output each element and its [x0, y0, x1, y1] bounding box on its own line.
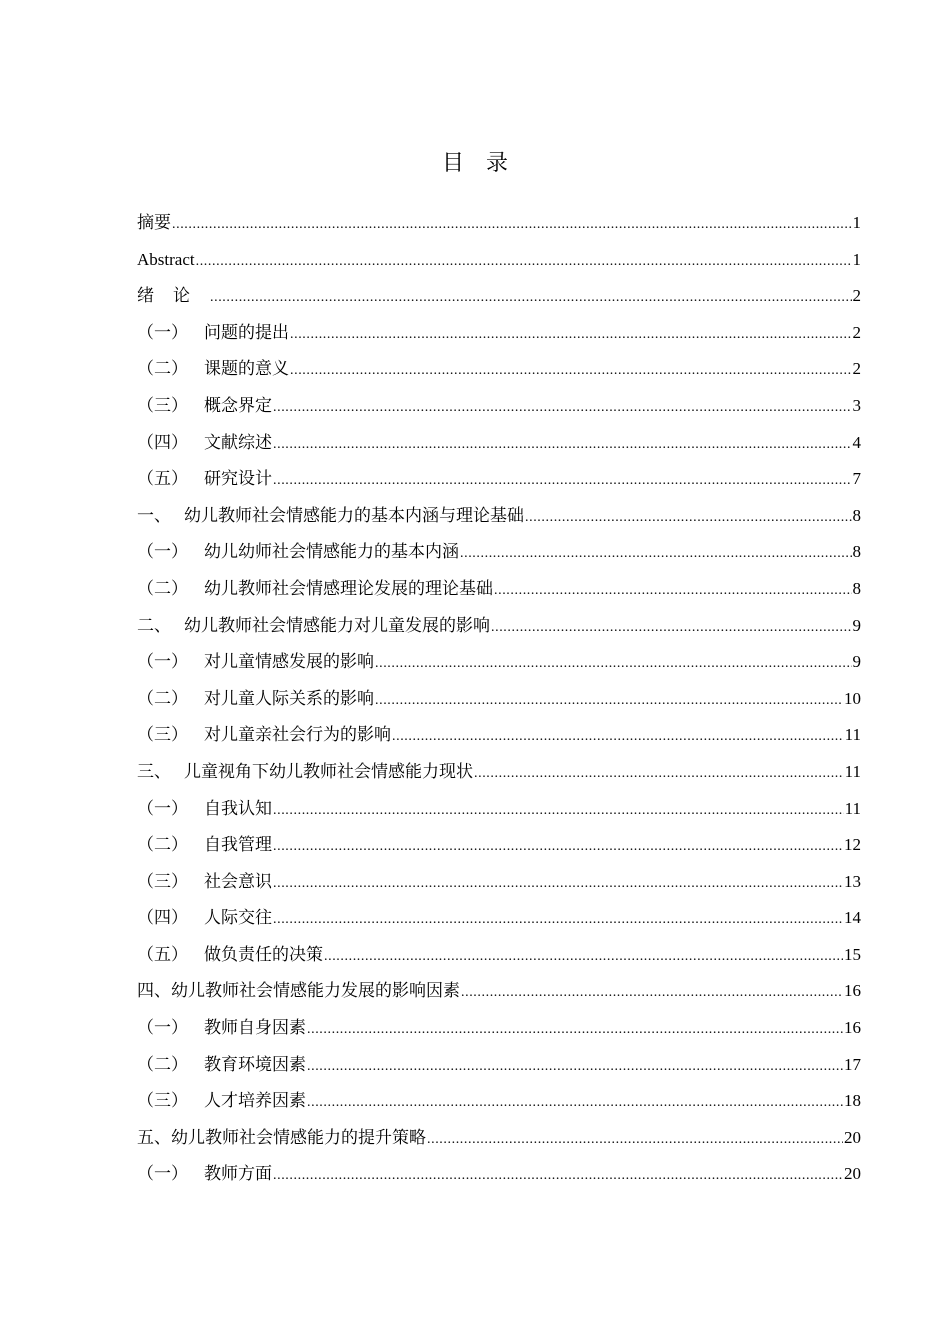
dot-leader	[290, 353, 852, 388]
toc-entry[interactable]	[137, 1047, 861, 1084]
toc-entry-title: 人际交往	[204, 908, 272, 928]
toc-entry-title: 自我管理	[204, 835, 272, 855]
dot-leader	[307, 1049, 843, 1084]
toc-entry-title: 课题的意义	[204, 359, 289, 379]
toc-entry-number: （五）	[137, 944, 188, 964]
toc-entry-title: 摘要	[137, 213, 171, 232]
toc-entry-title: 教师方面	[204, 1164, 272, 1184]
toc-entry[interactable]	[137, 791, 861, 828]
toc-entry-number: （二）	[137, 688, 188, 708]
toc-entry-page-number: 2	[852, 322, 861, 342]
toc-entry-page-number: 3	[852, 395, 861, 415]
dot-leader	[375, 646, 852, 681]
toc-entry-number: （三）	[137, 395, 188, 415]
toc-entry-page-number: 14	[844, 908, 861, 928]
toc-entry-title: 做负责任的决策	[204, 944, 323, 964]
toc-entry-title: 幼儿教师社会情感能力发展的影响因素	[171, 981, 460, 1001]
toc-entry[interactable]	[137, 242, 861, 279]
dot-leader	[273, 390, 852, 425]
toc-entry-title: 幼儿幼师社会情感能力的基本内涵	[204, 542, 459, 562]
toc-entry[interactable]	[137, 1083, 861, 1120]
toc-entry-title: 绪论	[137, 286, 209, 306]
toc-entry-number: （一）	[137, 542, 188, 562]
toc-entry-page-number: 2	[852, 359, 861, 379]
toc-entry-title: Abstract	[137, 249, 195, 269]
toc-entry-number: （三）	[137, 725, 188, 745]
toc-entry-title: 研究设计	[204, 469, 272, 489]
toc-entry-title: 社会意识	[204, 871, 272, 891]
dot-leader	[324, 939, 843, 974]
toc-entry[interactable]	[137, 388, 861, 425]
dot-leader	[474, 756, 844, 791]
toc-entry-title: 幼儿教师社会情感能力的提升策略	[171, 1127, 426, 1147]
dot-leader	[273, 866, 843, 901]
toc-entry[interactable]	[137, 351, 861, 388]
dot-leader	[525, 500, 852, 535]
toc-entry-page-number: 20	[844, 1164, 861, 1184]
dot-leader	[307, 1012, 843, 1047]
toc-entry[interactable]	[137, 278, 861, 315]
toc-entry-title: 人才培养因素	[204, 1091, 306, 1111]
toc-entry[interactable]	[137, 937, 861, 974]
toc-entry-page-number: 1	[852, 249, 861, 269]
toc-entry-title: 对儿童情感发展的影响	[204, 652, 374, 672]
toc-entry-page-number: 20	[844, 1127, 861, 1147]
dot-leader	[491, 610, 852, 645]
dot-leader	[172, 207, 852, 242]
toc-entry[interactable]	[137, 973, 861, 1010]
toc-entry[interactable]	[137, 644, 861, 681]
toc-entry-page-number: 12	[844, 835, 861, 855]
toc-entry-page-number: 8	[852, 578, 861, 598]
toc-entry-page-number: 7	[852, 469, 861, 489]
toc-entry-number: 三、	[137, 761, 171, 781]
toc-entry-title: 幼儿教师社会情感能力对儿童发展的影响	[184, 615, 490, 635]
dot-leader	[494, 573, 852, 608]
toc-entry[interactable]	[137, 425, 861, 462]
toc-entry-page-number: 8	[852, 542, 861, 562]
dot-leader	[273, 463, 852, 498]
toc-entry-number: （一）	[137, 322, 188, 342]
dot-leader	[375, 683, 843, 718]
dot-leader	[273, 427, 852, 462]
toc-entry-page-number: 9	[852, 615, 861, 635]
dot-leader	[461, 975, 843, 1010]
page-title: 目 录	[441, 150, 508, 175]
toc-entry[interactable]	[137, 900, 861, 937]
toc-entry-page-number: 1	[852, 213, 861, 232]
toc-entry-number: （一）	[137, 1018, 188, 1038]
toc-entry[interactable]	[137, 1010, 861, 1047]
toc-entry-number: 五、	[137, 1127, 171, 1147]
toc-entry-page-number: 13	[844, 871, 861, 891]
toc-entry-number: （三）	[137, 1091, 188, 1111]
toc-entry[interactable]	[137, 461, 861, 498]
dot-leader	[460, 536, 852, 571]
table-of-contents	[137, 205, 861, 1193]
dot-leader	[392, 719, 844, 754]
toc-entry-page-number: 2	[852, 286, 861, 306]
toc-entry[interactable]	[137, 717, 861, 754]
toc-entry-number: （三）	[137, 871, 188, 891]
toc-entry[interactable]	[137, 534, 861, 571]
toc-entry[interactable]	[137, 827, 861, 864]
toc-entry-page-number: 11	[844, 761, 861, 781]
toc-entry-page-number: 15	[844, 944, 861, 964]
toc-entry-page-number: 16	[844, 981, 861, 1001]
toc-entry-title: 概念界定	[204, 395, 272, 415]
toc-entry-title: 对儿童亲社会行为的影响	[204, 725, 391, 745]
dot-leader	[307, 1085, 843, 1120]
toc-entry-number: （四）	[137, 908, 188, 928]
dot-leader	[273, 1158, 843, 1193]
toc-entry-title: 教育环境因素	[204, 1054, 306, 1074]
toc-entry-number: （二）	[137, 1054, 188, 1074]
toc-entry-page-number: 18	[844, 1091, 861, 1111]
toc-entry-number: （一）	[137, 652, 188, 672]
toc-entry-page-number: 17	[844, 1054, 861, 1074]
toc-entry[interactable]	[137, 681, 861, 718]
dot-leader	[290, 317, 852, 352]
toc-entry-title: 儿童视角下幼儿教师社会情感能力现状	[184, 761, 473, 781]
toc-entry-page-number: 16	[844, 1018, 861, 1038]
toc-entry-number: （四）	[137, 432, 188, 452]
dot-leader	[210, 280, 852, 315]
toc-entry-page-number: 9	[852, 652, 861, 672]
toc-entry-page-number: 4	[852, 432, 861, 452]
toc-entry-title: 幼儿教师社会情感理论发展的理论基础	[204, 578, 493, 598]
toc-entry[interactable]	[137, 498, 861, 535]
dot-leader	[273, 902, 843, 937]
dot-leader	[196, 244, 852, 279]
toc-entry-title: 对儿童人际关系的影响	[204, 688, 374, 708]
toc-entry[interactable]	[137, 864, 861, 901]
toc-entry-page-number: 11	[844, 798, 861, 818]
toc-entry[interactable]	[137, 1156, 861, 1193]
toc-entry-title: 教师自身因素	[204, 1018, 306, 1038]
toc-entry-page-number: 8	[852, 505, 861, 525]
toc-entry-page-number: 10	[844, 688, 861, 708]
dot-leader	[427, 1122, 843, 1157]
toc-entry-title: 问题的提出	[204, 322, 289, 342]
toc-entry-title: 自我认知	[204, 798, 272, 818]
toc-entry-title: 文献综述	[204, 432, 272, 452]
toc-entry[interactable]	[137, 571, 861, 608]
toc-entry[interactable]	[137, 315, 861, 352]
toc-entry-number: （二）	[137, 835, 188, 855]
toc-entry[interactable]	[137, 754, 861, 791]
toc-entry-number: 四、	[137, 981, 171, 1001]
toc-entry[interactable]	[137, 1120, 861, 1157]
toc-entry-number: （一）	[137, 1164, 188, 1184]
toc-entry[interactable]	[137, 205, 861, 242]
toc-entry-number: （五）	[137, 469, 188, 489]
toc-entry-number: 一、	[137, 505, 171, 525]
toc-entry-number: （二）	[137, 578, 188, 598]
toc-entry-number: （二）	[137, 359, 188, 379]
toc-entry-title: 幼儿教师社会情感能力的基本内涵与理论基础	[184, 505, 524, 525]
toc-entry-number: （一）	[137, 798, 188, 818]
toc-entry-page-number: 11	[844, 725, 861, 745]
toc-entry-number: 二、	[137, 615, 171, 635]
toc-entry[interactable]	[137, 608, 861, 645]
dot-leader	[273, 829, 843, 864]
dot-leader	[273, 793, 844, 828]
